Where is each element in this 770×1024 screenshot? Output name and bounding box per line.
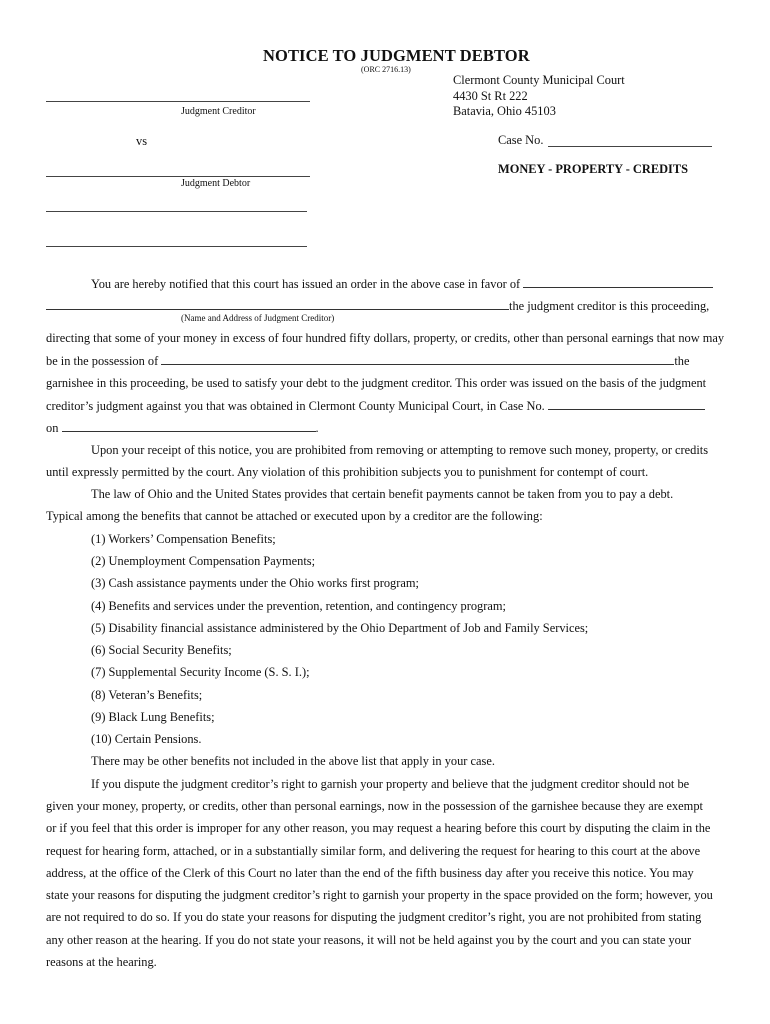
notice-paragraph-line: until expressly permitted by the court. Any violation of this prohibition subjects you to punishment for contempt of court. xyxy=(46,465,649,479)
benefit-list-item: (4) Benefits and services under the prevention, retention, and contingency program; xyxy=(91,599,506,613)
benefit-list-item: (9) Black Lung Benefits; xyxy=(91,710,215,724)
judgment-debtor-address-field-2[interactable] xyxy=(46,246,307,247)
notice-text: on xyxy=(46,421,59,435)
hearing-paragraph-line: given your money, property, or credits, other than personal earnings, now in the possession of the garnishee because they are exempt xyxy=(46,799,703,813)
notice-paragraph-line xyxy=(46,398,705,414)
benefit-list-item: (8) Veteran’s Benefits; xyxy=(91,688,203,702)
court-address-line2: Batavia, Ohio 45103 xyxy=(453,104,556,118)
hearing-paragraph-line: any other reason at the hearing. If you do not state your reasons, it will not be held against you by the court and you can state your xyxy=(46,933,692,947)
notice-paragraph-line xyxy=(46,420,319,436)
notice-text: . xyxy=(315,421,319,435)
benefit-list-item: (2) Unemployment Compensation Payments; xyxy=(91,554,316,568)
notice-paragraph-line: directing that some of your money in excess of four hundred fifty dollars, property, or credits, other than personal earnings that now may xyxy=(46,331,725,345)
case-number-field[interactable] xyxy=(548,146,712,147)
statute-reference: (ORC 2716.13) xyxy=(361,65,411,74)
notice-paragraph-line: The law of Ohio and the United States provides that certain benefit payments cannot be taken from you to pay a debt. xyxy=(91,487,674,501)
judgment-debtor-field[interactable] xyxy=(46,176,310,177)
notice-paragraph-line: Typical among the benefits that cannot be attached or executed upon by a creditor are the following: xyxy=(46,509,543,523)
benefit-list-item: (10) Certain Pensions. xyxy=(91,732,202,746)
versus-label: vs xyxy=(136,134,148,148)
case-number-label: Case No. xyxy=(498,133,544,147)
notice-text: You are hereby notified that this court has issued an order in the above case in favor of xyxy=(91,277,521,291)
notice-paragraph-line xyxy=(91,276,713,292)
notice-paragraph-line: Upon your receipt of this notice, you are prohibited from removing or attempting to remove such money, property, or credits xyxy=(91,443,709,457)
hearing-paragraph-line: state your reasons for disputing the judgment creditor’s right to garnish your property in the space provided on the form; however, you xyxy=(46,888,713,902)
document-subject: MONEY - PROPERTY - CREDITS xyxy=(498,162,689,176)
hearing-paragraph-line: reasons at the hearing. xyxy=(46,955,157,969)
judgment-creditor-name-field[interactable] xyxy=(523,276,713,288)
court-name: Clermont County Municipal Court xyxy=(453,73,625,87)
benefit-list-item: (6) Social Security Benefits; xyxy=(91,643,232,657)
hearing-paragraph-line: address, at the office of the Clerk of this Court no later than the end of the fifth business day after you receive this notice. You may xyxy=(46,866,694,880)
judgment-creditor-field[interactable] xyxy=(46,101,310,102)
hearing-paragraph-line: If you dispute the judgment creditor’s right to garnish your property and believe that the judgment creditor should not be xyxy=(91,777,690,791)
benefit-list-item: (3) Cash assistance payments under the Ohio works first program; xyxy=(91,576,419,590)
judgment-creditor-label: Judgment Creditor xyxy=(181,106,256,117)
hearing-paragraph-line: request for hearing form, attached, or in a substantially similar form, and delivering the request for hearing to this court at the above xyxy=(46,844,701,858)
court-address-line1: 4430 St Rt 222 xyxy=(453,89,528,103)
judgment-date-field[interactable] xyxy=(62,420,316,432)
notice-paragraph-line xyxy=(46,298,709,314)
judgment-debtor-address-field-1[interactable] xyxy=(46,211,307,212)
notice-text: creditor’s judgment against you that was obtained in Clermont County Municipal Court, in Case No. xyxy=(46,399,545,413)
original-case-number-field[interactable] xyxy=(548,398,705,410)
name-address-caption: (Name and Address of Judgment Creditor) xyxy=(181,313,335,323)
notice-text: be in the possession of xyxy=(46,354,159,368)
document-title: NOTICE TO JUDGMENT DEBTOR xyxy=(263,46,530,65)
judgment-debtor-label: Judgment Debtor xyxy=(181,178,251,189)
hearing-paragraph-line: are not required to do so. If you do state your reasons for disputing the judgment creditor’s right, you are not prohibited from stating xyxy=(46,910,702,924)
judgment-creditor-address-field[interactable] xyxy=(46,298,509,310)
notice-text: the judgment creditor is this proceeding, xyxy=(509,299,710,313)
notice-paragraph-line: garnishee in this proceeding, be used to satisfy your debt to the judgment creditor. This order was issued on the basis of the judgment xyxy=(46,376,707,390)
notice-text: the xyxy=(674,354,690,368)
notice-paragraph-line xyxy=(46,353,689,369)
benefit-list-item: (5) Disability financial assistance administered by the Ohio Department of Job and Family Services; xyxy=(91,621,589,635)
benefit-list-item: (7) Supplemental Security Income (S. S. I.); xyxy=(91,665,310,679)
hearing-paragraph-line: or if you feel that this order is improper for any other reason, you may request a hearing before this court by disputing the claim in the xyxy=(46,821,711,835)
garnishee-name-field[interactable] xyxy=(161,353,674,365)
other-benefits-note: There may be other benefits not included in the above list that apply in your case. xyxy=(91,754,495,768)
benefit-list-item: (1) Workers’ Compensation Benefits; xyxy=(91,532,276,546)
